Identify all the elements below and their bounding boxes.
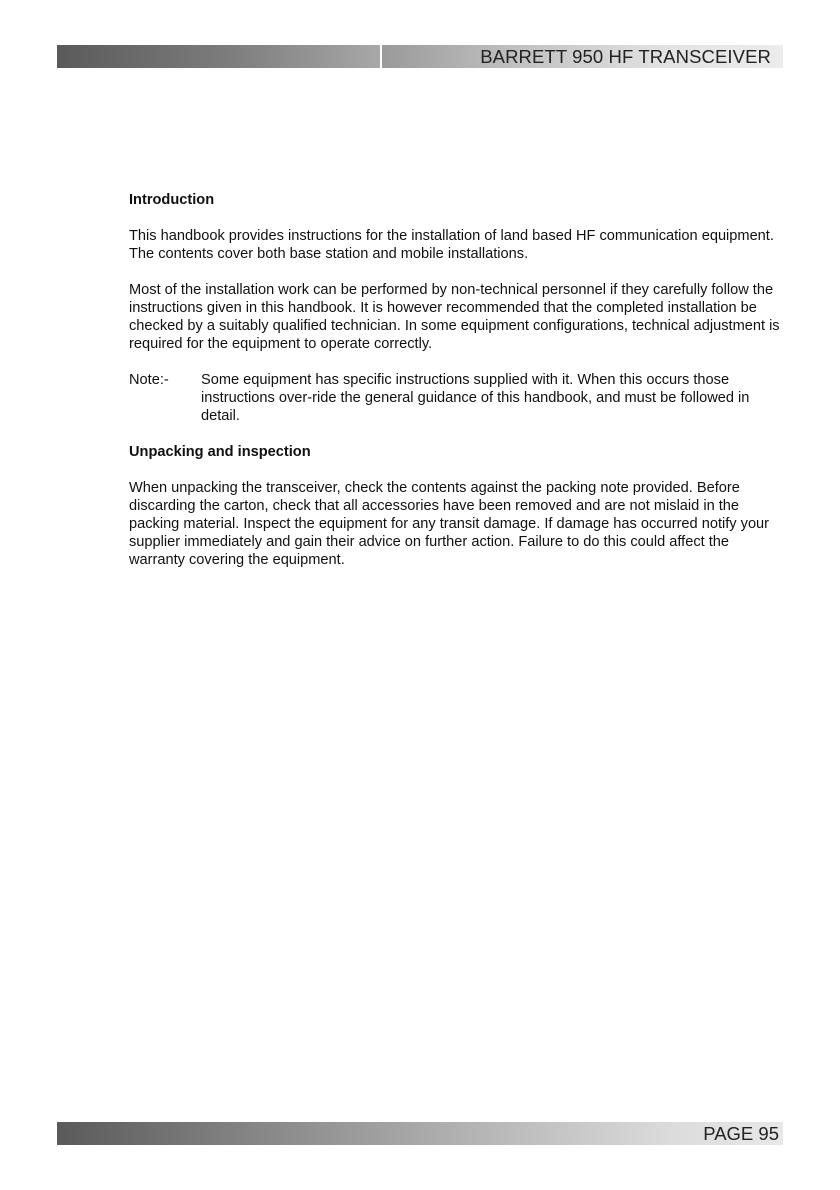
page-body	[129, 191, 785, 587]
note-text: Some equipment has specific instructions supplied with it. When this occurs those instructions over-ride the general guidance of this handbook, and must be followed in detail.	[201, 372, 750, 424]
header-gradient-right	[382, 45, 783, 68]
paragraph: Most of the installation work can be performed by non-technical personnel if they carefully follow the instructions given in this handbook. It is however recommended that the completed installation be checked by a suitably qualified technician. In some equipment configurations, technical adjustment is required for the equipment to operate correctly.	[129, 282, 780, 352]
page-footer	[57, 1122, 783, 1145]
page-number: PAGE 95	[703, 1123, 779, 1144]
note-label: Note:-	[129, 372, 169, 388]
section-heading: Unpacking and inspection	[129, 444, 311, 460]
page-header	[57, 45, 783, 68]
section-heading: Introduction	[129, 192, 215, 208]
paragraph: This handbook provides instructions for the installation of land based HF communication equipment. The contents cover both base station and mobile installations.	[129, 228, 774, 262]
document-title: BARRETT 950 HF TRANSCEIVER	[480, 46, 771, 67]
section-unpacking	[129, 443, 785, 569]
header-gradient-left	[57, 45, 380, 68]
paragraph: When unpacking the transceiver, check the contents against the packing note provided. Before discarding the carton, check that all accessories have been removed and are not mislaid in the packing material. Inspect the equipment for any transit damage. If damage has occurred notify your supplier immediately and gain their advice on further action. Failure to do this could affect the warranty covering the equipment.	[129, 480, 770, 568]
section-introduction	[129, 191, 785, 425]
note-block	[129, 371, 785, 425]
